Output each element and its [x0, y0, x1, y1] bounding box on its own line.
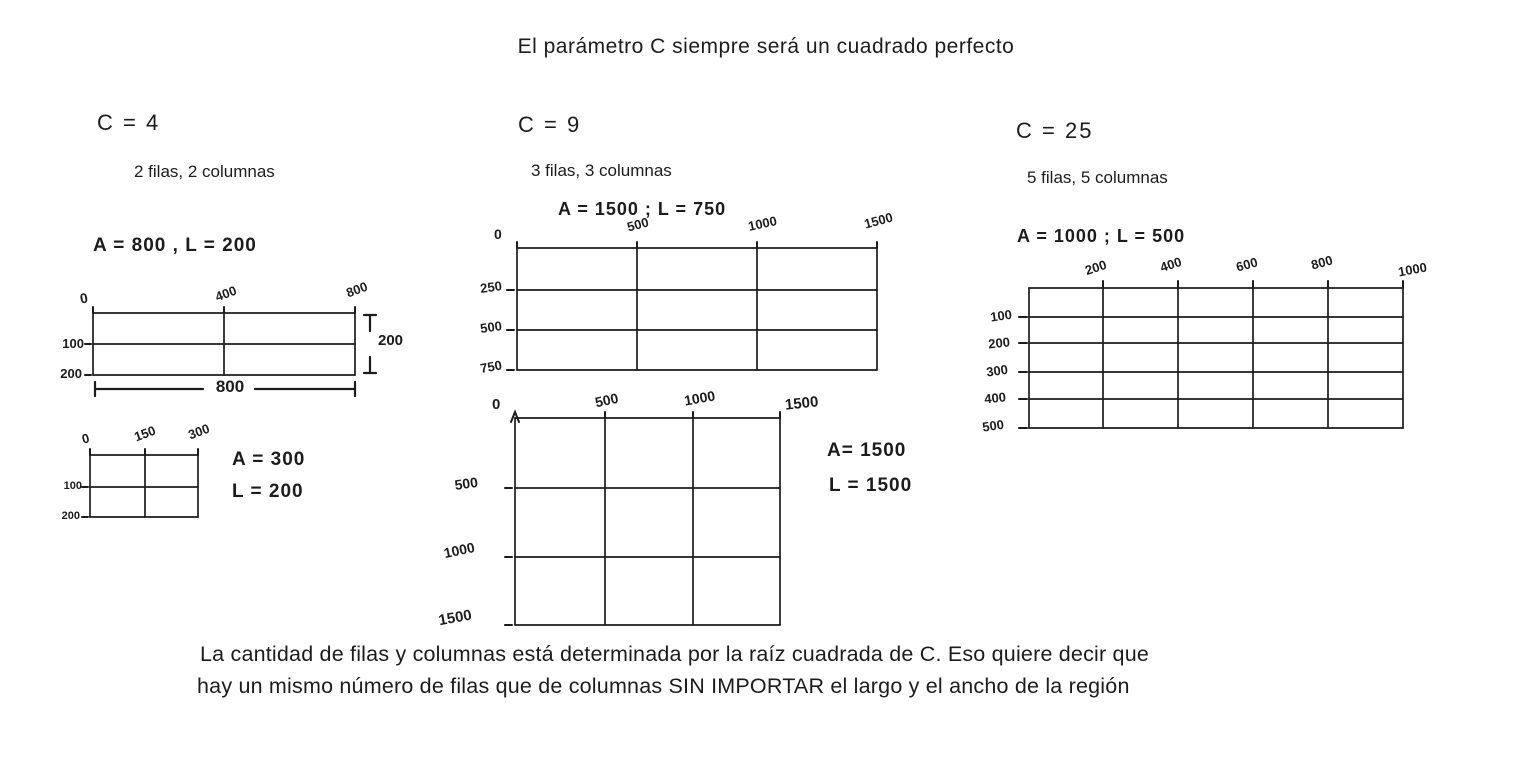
c9-grid2-xtick-2: 1000 — [682, 387, 717, 409]
c4-subheading: 2 filas, 2 columnas — [134, 162, 275, 181]
c4-grid2-xtick-2: 300 — [186, 420, 212, 443]
c9-grid1-xtick-0: 0 — [494, 226, 502, 242]
c4-grid1-xtick-2: 800 — [344, 278, 370, 301]
c9-grid1-ytick-0: 250 — [479, 278, 503, 297]
c25-grid-xtick-2: 600 — [1234, 254, 1260, 275]
c4-height-dimension-label: 200 — [378, 332, 404, 349]
c4-grid2-area-label: A = 300 — [232, 449, 306, 470]
c25-grid-ytick-2: 300 — [985, 361, 1009, 380]
c9-grid2-xtick-3: 1500 — [784, 393, 820, 414]
c4-grid2-ytick-1: 200 — [61, 510, 80, 522]
c25-heading: C = 25 — [1016, 118, 1094, 143]
c4-grid-small — [82, 448, 208, 524]
c9-grid1-ytick-2: 750 — [479, 357, 503, 377]
c9-grid1-xtick-1: 500 — [625, 214, 651, 235]
c9-grid2-xtick-0: 0 — [492, 396, 501, 413]
c4-grid1-xtick-0: 0 — [78, 289, 90, 307]
c4-heading: C = 4 — [97, 110, 161, 135]
footer-line-1: La cantidad de filas y columnas está determinada por la raíz cuadrada de C. Eso quiere decir que — [200, 642, 1150, 666]
c9-heading: C = 9 — [518, 112, 582, 137]
c9-grid2-area-label: A= 1500 — [827, 440, 907, 461]
c9-grid2-ytick-0: 500 — [453, 473, 479, 493]
c4-params-label: A = 800 , L = 200 — [93, 235, 257, 256]
c4-width-dimension-label: 800 — [215, 377, 245, 396]
c25-grid-xtick-4: 1000 — [1396, 259, 1429, 280]
c9-grid2-ytick-2: 1500 — [437, 606, 474, 630]
c4-grid2-ytick-0: 100 — [63, 480, 82, 492]
c25-grid-xtick-3: 800 — [1309, 252, 1335, 273]
c25-grid-ytick-0: 100 — [989, 306, 1013, 325]
c4-grid1-xtick-1: 400 — [213, 282, 239, 305]
c9-grid2-xtick-1: 500 — [593, 389, 620, 411]
c9-grid2-ytick-1: 1000 — [442, 538, 477, 562]
c9-grid-bottom — [505, 408, 785, 630]
c25-grid-ytick-1: 200 — [987, 334, 1011, 352]
c25-subheading: 5 filas, 5 columnas — [1027, 168, 1168, 187]
c25-grid-xtick-1: 400 — [1158, 254, 1184, 275]
c25-grid-ytick-3: 400 — [983, 389, 1007, 407]
c9-grid1-ytick-1: 500 — [479, 318, 503, 337]
c4-grid2-side-label: L = 200 — [232, 481, 304, 502]
c9-grid1-xtick-3: 1500 — [862, 209, 895, 232]
c9-grid2-side-label: L = 1500 — [829, 475, 913, 496]
c25-grid-xtick-0: 200 — [1083, 257, 1109, 278]
c4-grid1-ytick-1: 200 — [60, 366, 82, 381]
c25-grid-ytick-4: 500 — [981, 416, 1005, 435]
footer-line-2: hay un mismo número de filas que de columnas SIN IMPORTAR el largo y el ancho de la región — [197, 674, 1130, 698]
c4-grid2-xtick-0: 0 — [80, 430, 92, 447]
c25-grid — [1015, 257, 1415, 435]
c9-params-label: A = 1500 ; L = 750 — [558, 199, 727, 219]
c9-grid1-xtick-2: 1000 — [746, 213, 779, 234]
c9-grid-top — [505, 240, 885, 376]
c4-grid2-xtick-1: 150 — [132, 422, 158, 445]
page-title: El parámetro C siempre será un cuadrado perfecto — [517, 35, 1015, 58]
c4-grid1-ytick-0: 100 — [62, 336, 84, 351]
c9-subheading: 3 filas, 3 columnas — [531, 161, 672, 180]
c25-params-label: A = 1000 ; L = 500 — [1017, 226, 1186, 246]
